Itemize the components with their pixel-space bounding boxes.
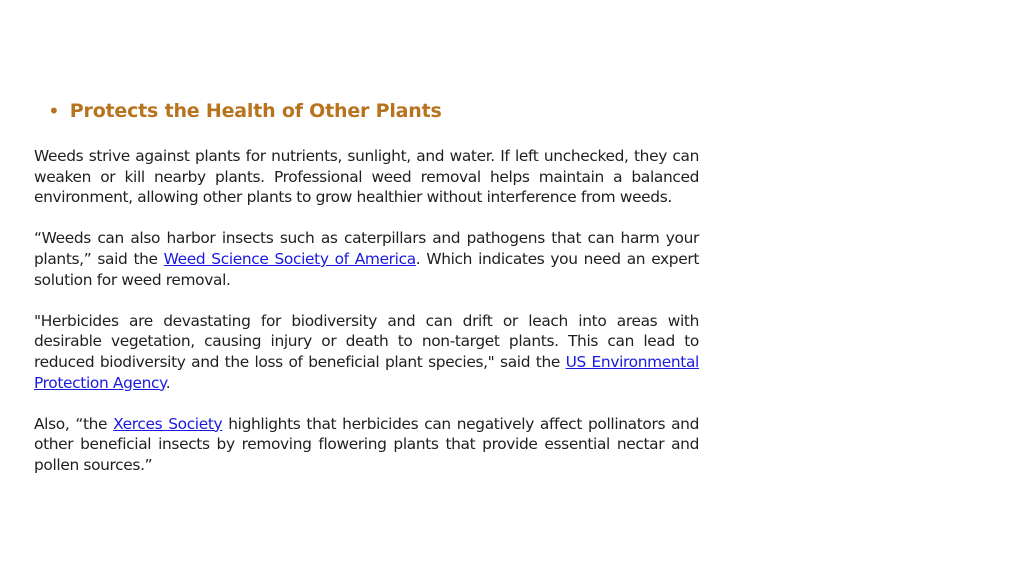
xerces-society-link[interactable]: Xerces Society	[113, 414, 223, 433]
paragraph-3	[34, 311, 699, 393]
section-heading-row	[48, 98, 442, 124]
paragraph-2	[34, 228, 699, 290]
bullet-icon: •	[48, 99, 60, 123]
epa-link[interactable]: US Environmental Protection Agency	[34, 352, 699, 392]
paragraph-4-text-before: Also, “the	[34, 414, 114, 433]
paragraph-3-text-before: "Herbicides are devastating for biodiversity and can drift or leach into areas with desirable vegetation, causing injury or death to non-target plants. This can lead to reduced biodiversity and the loss of beneficial plant species," said the	[34, 311, 699, 371]
article-body	[34, 146, 699, 476]
section-heading: Protects the Health of Other Plants	[69, 100, 442, 122]
paragraph-2-text-before: “Weeds can also harbor insects such as caterpillars and pathogens that can harm your plants,” said the	[34, 229, 699, 268]
weed-science-society-link[interactable]: Weed Science Society of America	[163, 249, 416, 268]
paragraph-4	[34, 414, 699, 476]
paragraph-1	[34, 146, 699, 208]
paragraph-3-text-after: .	[165, 373, 171, 392]
paragraph-2-text-after: . Which indicates you need an expert solution for weed removal.	[34, 249, 700, 289]
paragraph-4-text-after: highlights that herbicides can negatively affect pollinators and other beneficial insects by removing flowering plants that provide essential nectar and pollen sources.”	[34, 414, 699, 474]
paragraph-1-text: Weeds strive against plants for nutrients, sunlight, and water. If left unchecked, they can weaken or kill nearby plants. Professional weed removal helps maintain a balanced environment, allowing other plants to grow healthier without interference from weeds.	[34, 147, 699, 207]
